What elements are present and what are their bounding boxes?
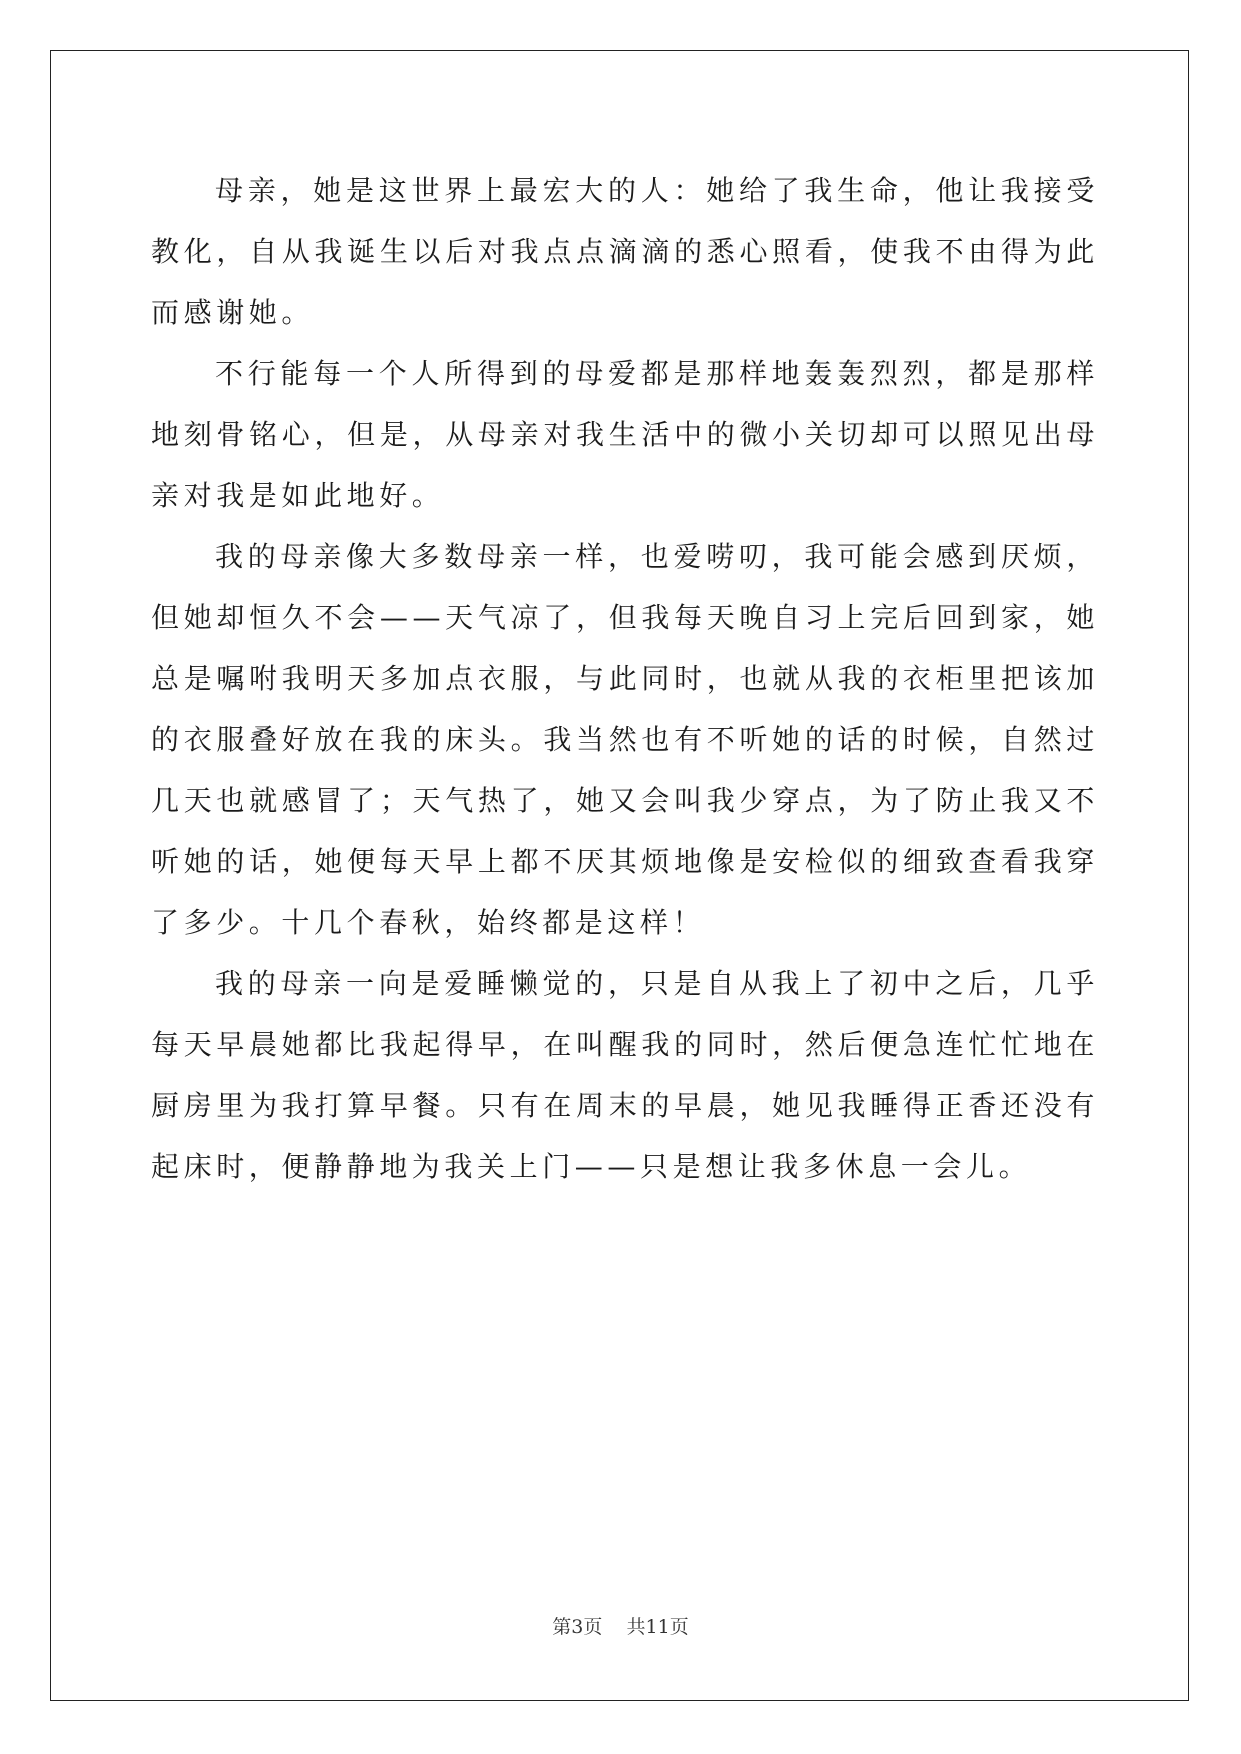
paragraph-1: 母亲，她是这世界上最宏大的人：她给了我生命，他让我接受教化，自从我诞生以后对我点点滴滴的悉心照看，使我不由得为此而感谢她。 xyxy=(151,174,1099,329)
page-number: 第3页 xyxy=(552,1616,603,1638)
paragraph-4: 我的母亲一向是爱睡懒觉的，只是自从我上了初中之后，几乎每天早晨她都比我起得早，在叫醒我的同时，然后便急连忙忙地在厨房里为我打算早餐。只有在周末的早晨，她见我睡得正香还没有起床时，便静静地为我关上门——只是想让我多休息一会儿。 xyxy=(151,967,1099,1183)
paragraph-2: 不行能每一个人所得到的母爱都是那样地轰轰烈烈，都是那样地刻骨铭心，但是，从母亲对我生活中的微小关切却可以照见出母亲对我是如此地好。 xyxy=(151,357,1099,512)
document-body xyxy=(151,160,1099,1197)
page-total: 共11页 xyxy=(626,1616,689,1638)
paragraph-3: 我的母亲像大多数母亲一样，也爱唠叨，我可能会感到厌烦，但她却恒久不会——天气凉了，但我每天晚自习上完后回到家，她总是嘱咐我明天多加点衣服，与此同时，也就从我的衣柜里把该加的衣服叠好放在我的床头。我当然也有不听她的话的时候，自然过几天也就感冒了；天气热了，她又会叫我少穿点，为了防止我又不听她的话，她便每天早上都不厌其烦地像是安检似的细致查看我穿了多少。十几个春秋，始终都是这样！ xyxy=(151,540,1099,939)
page-footer xyxy=(0,1612,1241,1639)
